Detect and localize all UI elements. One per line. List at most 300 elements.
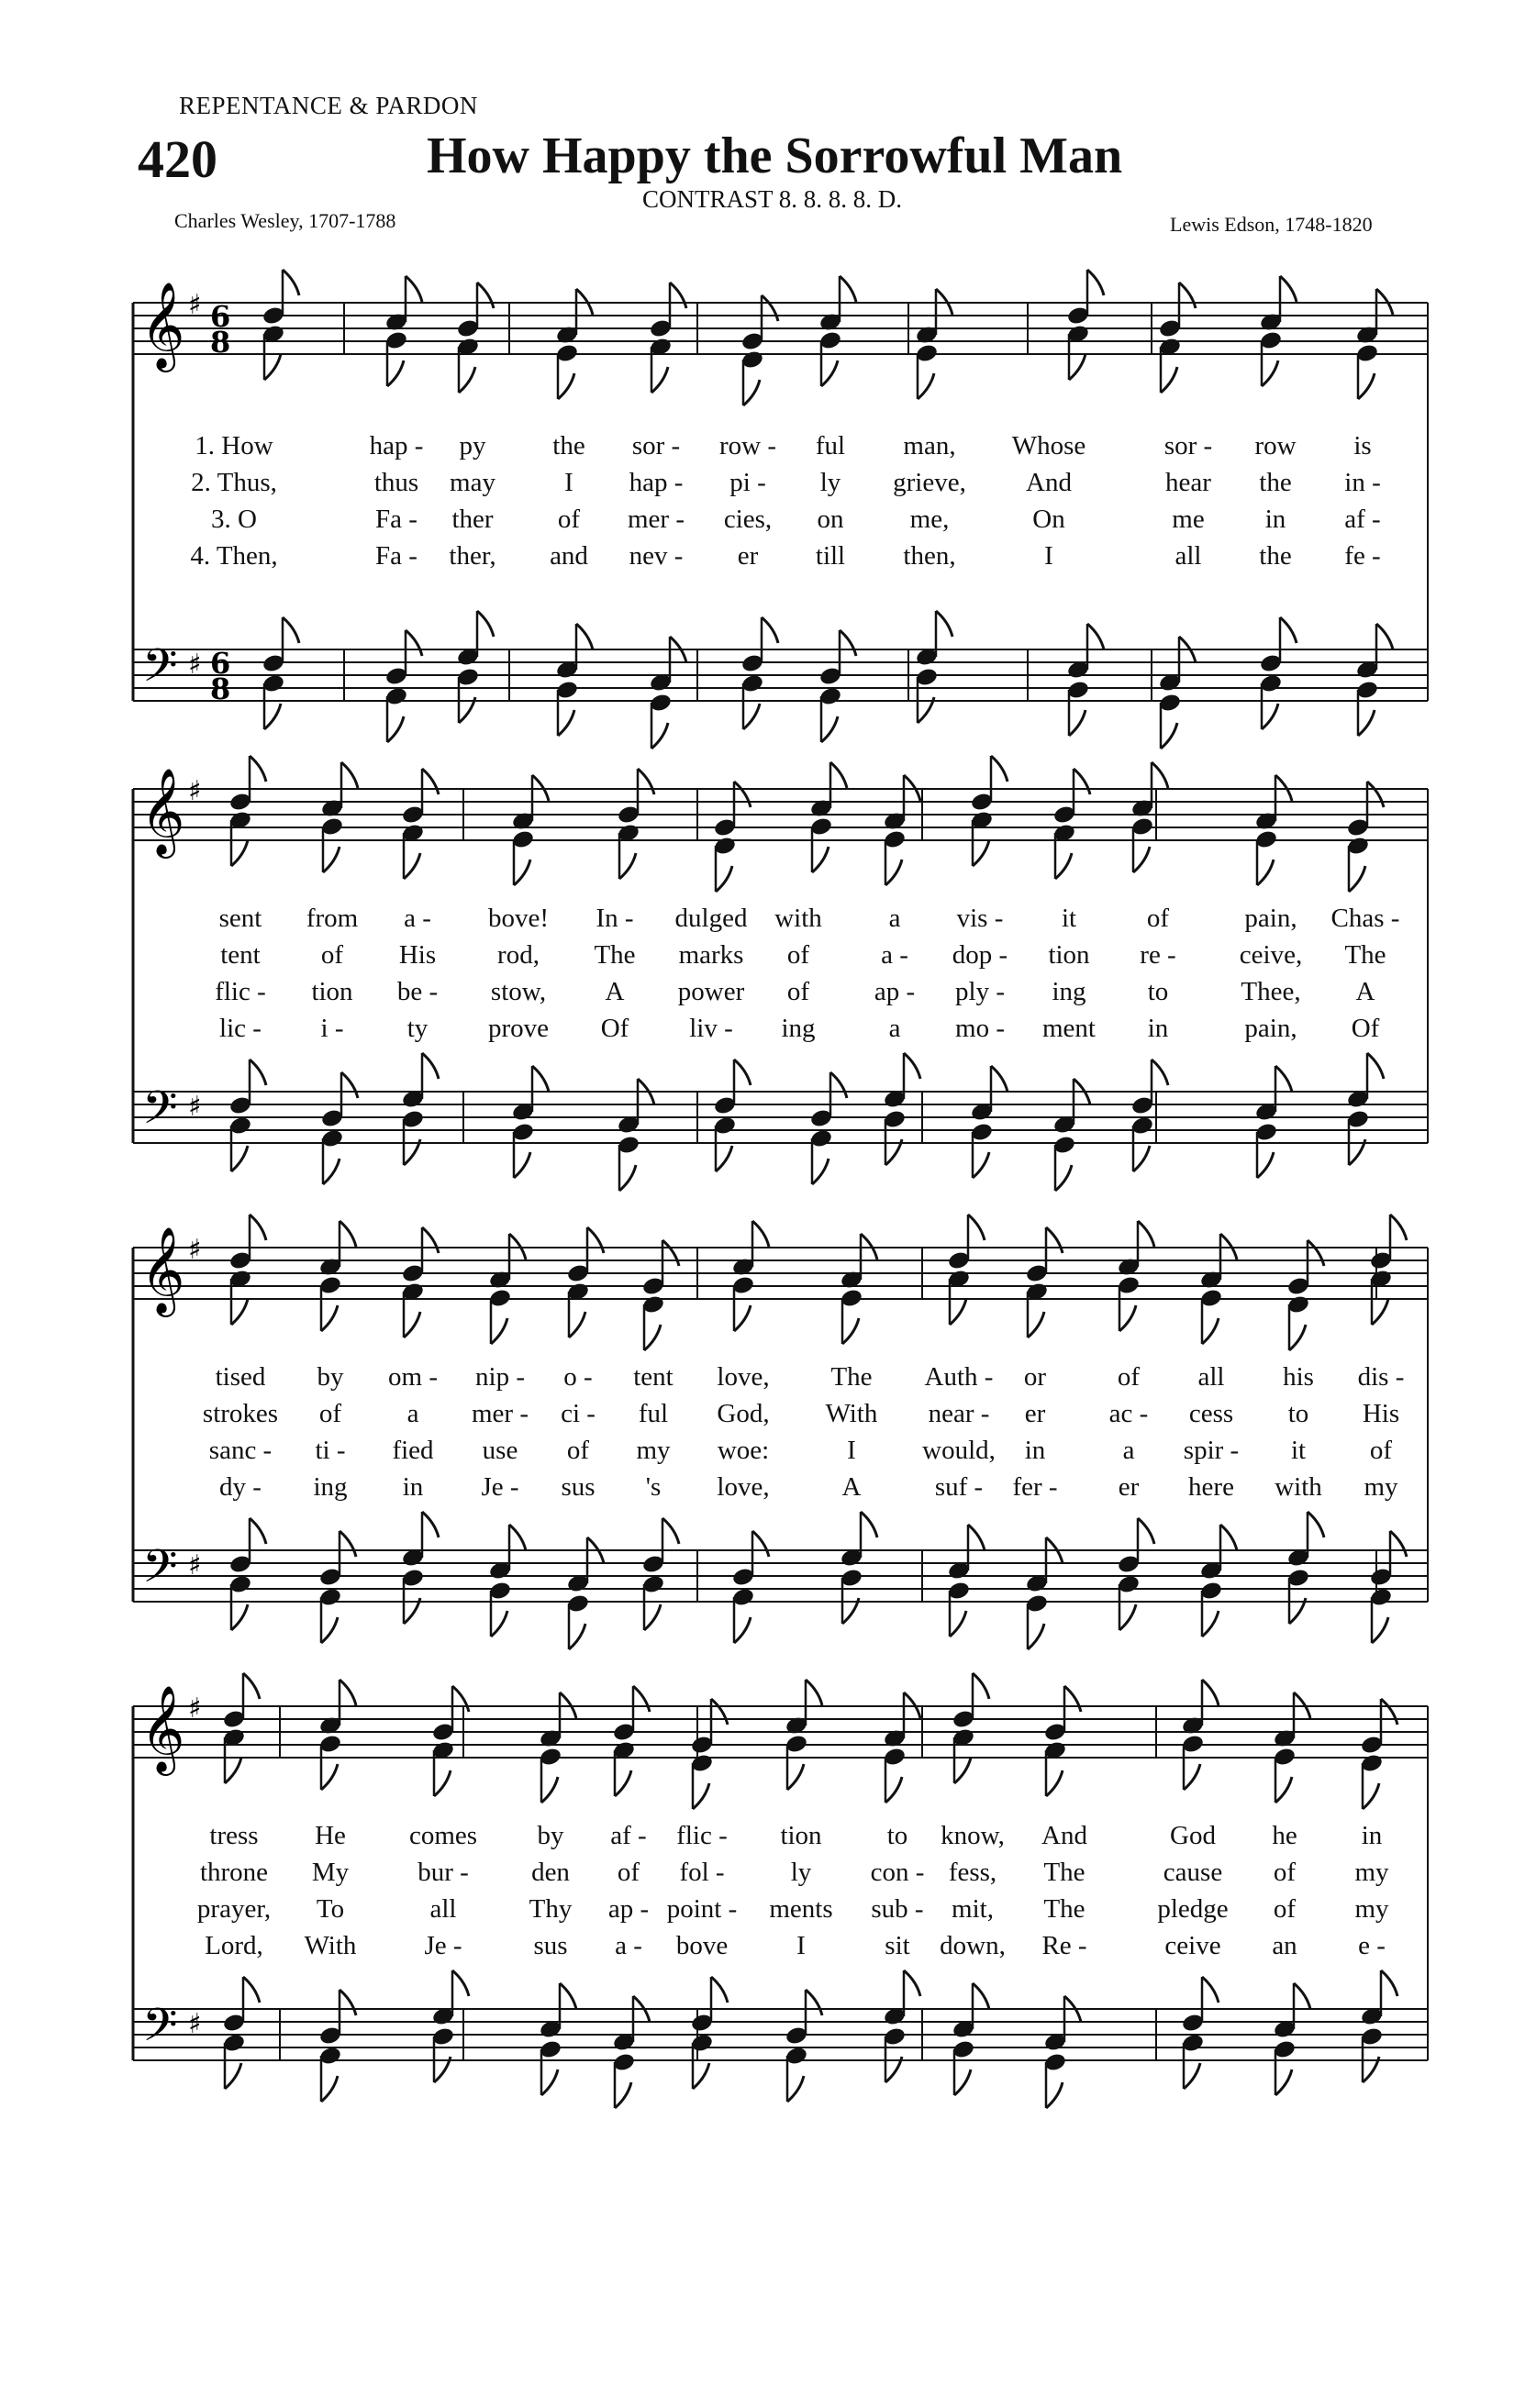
- lyric-syllable: spir -: [1183, 1436, 1240, 1465]
- lyric-syllable: ing: [313, 1472, 348, 1502]
- lyric-syllable: His: [1362, 1399, 1400, 1428]
- soprano-note-flag: [840, 276, 856, 302]
- alto-note-flag: [434, 1770, 451, 1796]
- lyric-syllable: tent: [220, 940, 261, 970]
- tenor-note-flag: [250, 1518, 266, 1544]
- lyric-syllable: bur -: [417, 1858, 469, 1887]
- alto-note-flag: [569, 1312, 585, 1337]
- bass-note-flag: [1046, 2082, 1063, 2108]
- bass-note-flag: [387, 716, 404, 742]
- lyric-syllable: My: [311, 1858, 350, 1887]
- tenor-note-flag: [509, 1525, 526, 1550]
- alto-note-flag: [1055, 853, 1072, 879]
- soprano-note-flag: [1202, 1680, 1219, 1705]
- lyric-syllable: 4. Then,: [190, 541, 278, 571]
- lyric-syllable: be -: [396, 977, 439, 1006]
- lyric-syllable: flic -: [215, 977, 266, 1006]
- soprano-note-flag: [973, 1673, 989, 1699]
- section-heading: REPENTANCE & PARDON: [179, 92, 478, 119]
- lyric-syllable: to: [1287, 1399, 1309, 1428]
- treble-clef-icon: 𝄞: [140, 282, 185, 369]
- bass-note-flag: [569, 1624, 585, 1649]
- lyric-syllable: re -: [1140, 940, 1176, 970]
- lyric-syllable: om -: [388, 1362, 438, 1392]
- lyric-syllable: in: [1024, 1436, 1046, 1465]
- lyric-syllable: ap -: [874, 977, 916, 1006]
- bass-clef-icon: 𝄢: [142, 1540, 178, 1604]
- lyric-syllable: he: [1272, 1821, 1297, 1850]
- lyric-syllable: ly: [819, 468, 841, 497]
- alto-note-flag: [842, 1318, 859, 1344]
- alto-note-flag: [1349, 866, 1365, 892]
- lyric-syllable: lic -: [219, 1014, 262, 1043]
- tenor-note-flag: [243, 1977, 260, 2003]
- lyric-syllable: a -: [615, 1931, 642, 1960]
- tenor-note-flag: [341, 1072, 358, 1098]
- alto-note-flag: [950, 1299, 966, 1325]
- lyric-syllable: hear: [1165, 468, 1211, 497]
- bass-note-flag: [651, 723, 668, 749]
- soprano-note-flag: [711, 1699, 728, 1725]
- lyric-syllable: me: [1172, 505, 1205, 534]
- lyric-syllable: know,: [941, 1821, 1005, 1850]
- soprano-note-flag: [1152, 762, 1168, 788]
- lyric-syllable: to: [886, 1821, 908, 1850]
- tenor-note-flag: [991, 1066, 1007, 1092]
- tenor-note-flag: [840, 630, 856, 656]
- lyric-syllable: liv -: [689, 1014, 733, 1043]
- lyric-syllable: ti -: [315, 1436, 346, 1465]
- tenor-note-flag: [1376, 624, 1393, 649]
- lyric-syllable: in -: [1344, 468, 1381, 497]
- lyric-syllable: then,: [903, 541, 956, 571]
- lyric-syllable: pain,: [1244, 1014, 1297, 1043]
- lyric-syllable: an: [1272, 1931, 1297, 1960]
- lyric-syllable: And: [1026, 468, 1072, 497]
- lyric-syllable: hap -: [629, 468, 684, 497]
- lyric-syllable: by: [537, 1821, 564, 1850]
- alto-note-flag: [716, 866, 732, 892]
- bass-note-flag: [1275, 2070, 1292, 2095]
- lyric-syllable: ap -: [607, 1894, 650, 1924]
- alto-note-flag: [321, 1305, 338, 1331]
- bass-note-flag: [644, 1604, 661, 1630]
- soprano-note-flag: [1046, 1227, 1063, 1253]
- tenor-note-flag: [422, 1512, 439, 1537]
- soprano-note-flag: [587, 1227, 604, 1253]
- bass-note-flag: [1358, 710, 1375, 736]
- lyric-syllable: tion: [1048, 940, 1090, 970]
- alto-note-flag: [387, 361, 404, 386]
- tenor-note-flag: [662, 1518, 679, 1544]
- lyric-syllable: a: [888, 904, 901, 933]
- lyric-syllable: fe -: [1344, 541, 1381, 571]
- lyric-syllable: love,: [717, 1362, 770, 1392]
- lyric-syllable: And: [1041, 1821, 1087, 1850]
- lyric-syllable: in: [1361, 1821, 1383, 1850]
- alto-note-flag: [1119, 1305, 1136, 1331]
- alto-note-flag: [885, 1777, 902, 1803]
- alto-note-flag: [1028, 1312, 1044, 1337]
- lyric-syllable: flic -: [676, 1821, 728, 1850]
- key-sharp-icon: ♯: [188, 649, 202, 681]
- lyric-syllable: Thee,: [1241, 977, 1301, 1006]
- lyric-syllable: 's: [645, 1472, 662, 1502]
- bass-note-flag: [1202, 1611, 1219, 1637]
- lyric-syllable: sanc -: [208, 1436, 273, 1465]
- text-author: Charles Wesley, 1707-1788: [174, 209, 396, 232]
- alto-note-flag: [1069, 354, 1085, 380]
- lyric-syllable: ply -: [955, 977, 1005, 1006]
- tenor-note-flag: [1280, 617, 1297, 643]
- lyric-syllable: power: [677, 977, 745, 1006]
- lyric-syllable: ceive: [1164, 1931, 1221, 1960]
- tenor-note-flag: [752, 1531, 769, 1557]
- soprano-note-flag: [670, 283, 686, 308]
- lyric-syllable: of: [1146, 904, 1170, 933]
- lyric-syllable: 2. Thus,: [191, 468, 277, 497]
- soprano-note-flag: [752, 1221, 769, 1247]
- tenor-note-flag: [1220, 1525, 1237, 1550]
- lyric-syllable: all: [1197, 1362, 1225, 1392]
- lyric-syllable: or: [1023, 1362, 1047, 1392]
- alto-note-flag: [1161, 367, 1177, 393]
- soprano-note-flag: [734, 782, 751, 807]
- soprano-note-flag: [250, 756, 266, 782]
- lyric-syllable: prayer,: [196, 1894, 272, 1924]
- lyric-syllable: my: [1364, 1472, 1398, 1502]
- alto-note-flag: [321, 1764, 338, 1790]
- lyric-syllable: nev -: [629, 541, 684, 571]
- tenor-note-flag: [576, 624, 593, 649]
- key-sharp-icon: ♯: [188, 1091, 202, 1123]
- lyric-syllable: pledge: [1157, 1894, 1229, 1924]
- lyric-syllable: of: [786, 940, 810, 970]
- lyric-syllable: o -: [563, 1362, 593, 1392]
- lyric-syllable: A: [605, 977, 625, 1006]
- lyric-syllable: Fa -: [375, 505, 417, 534]
- lyric-syllable: mer -: [472, 1399, 529, 1428]
- alto-note-flag: [619, 853, 636, 879]
- alto-note-flag: [1363, 1783, 1379, 1809]
- lyric-syllable: sor -: [631, 431, 681, 461]
- time-signature: 6: [210, 646, 231, 681]
- lyric-syllable: of: [1369, 1436, 1393, 1465]
- bass-note-flag: [1161, 723, 1177, 749]
- time-signature: 6: [210, 299, 231, 334]
- lyric-syllable: The: [1043, 1894, 1085, 1924]
- lyric-syllable: it: [1290, 1436, 1307, 1465]
- lyric-syllable: Re -: [1041, 1931, 1087, 1960]
- lyric-syllable: may: [450, 468, 495, 497]
- alto-note-flag: [1184, 1764, 1200, 1790]
- alto-note-flag: [231, 840, 248, 866]
- bass-clef-icon: 𝄢: [142, 1082, 178, 1146]
- lyric-syllable: Of: [600, 1014, 629, 1043]
- soprano-note-flag: [633, 1686, 650, 1712]
- alto-note-flag: [954, 1758, 971, 1783]
- lyric-syllable: I: [796, 1931, 806, 1960]
- alto-note-flag: [1202, 1318, 1219, 1344]
- alto-note-flag: [459, 367, 475, 393]
- lyric-syllable: row: [1254, 431, 1297, 461]
- lyric-syllable: a -: [881, 940, 908, 970]
- lyric-syllable: in: [402, 1472, 424, 1502]
- soprano-note-flag: [243, 1673, 260, 1699]
- soprano-note-flag: [1179, 283, 1196, 308]
- music-composer: Lewis Edson, 1748-1820: [1170, 213, 1373, 236]
- soprano-note-flag: [250, 1215, 266, 1240]
- lyric-syllable: dis -: [1357, 1362, 1405, 1392]
- alto-note-flag: [743, 380, 760, 405]
- tenor-note-flag: [830, 1072, 847, 1098]
- soprano-note-flag: [340, 1221, 356, 1247]
- lyric-syllable: my: [1354, 1894, 1389, 1924]
- bass-note-flag: [514, 1152, 530, 1178]
- soprano-note-flag: [406, 276, 422, 302]
- lyric-syllable: He: [315, 1821, 346, 1850]
- lyric-syllable: sus: [533, 1931, 568, 1960]
- lyric-syllable: in: [1147, 1014, 1169, 1043]
- lyric-syllable: tised: [215, 1362, 266, 1392]
- lyric-syllable: py: [459, 431, 486, 461]
- lyric-syllable: I: [564, 468, 573, 497]
- lyric-syllable: woe:: [717, 1436, 770, 1465]
- alto-note-flag: [615, 1770, 631, 1796]
- alto-note-flag: [1275, 1777, 1292, 1803]
- tenor-note-flag: [968, 1525, 985, 1550]
- bass-note-flag: [734, 1617, 751, 1643]
- alto-note-flag: [644, 1325, 661, 1350]
- alto-note-flag: [264, 354, 281, 380]
- lyric-syllable: To: [316, 1894, 345, 1924]
- bass-note-flag: [491, 1611, 507, 1637]
- lyric-syllable: sent: [218, 904, 262, 933]
- lyric-syllable: vis -: [956, 904, 1004, 933]
- lyric-syllable: sit: [885, 1931, 910, 1960]
- lyric-syllable: on: [817, 505, 844, 534]
- bass-note-flag: [619, 1165, 636, 1191]
- lyric-syllable: His: [398, 940, 437, 970]
- lyric-syllable: The: [830, 1362, 873, 1392]
- bass-clef-icon: 𝄢: [142, 639, 178, 704]
- lyric-syllable: ty: [406, 1014, 429, 1043]
- lyric-syllable: marks: [678, 940, 744, 970]
- tenor-note-flag: [1390, 1531, 1407, 1557]
- lyric-syllable: er: [1024, 1399, 1046, 1428]
- lyric-syllable: The: [1043, 1858, 1085, 1887]
- bass-note-flag: [1028, 1624, 1044, 1649]
- lyric-syllable: With: [304, 1931, 357, 1960]
- lyric-syllable: Thy: [529, 1894, 573, 1924]
- lyric-syllable: ful: [638, 1399, 669, 1428]
- bass-note-flag: [225, 2063, 241, 2089]
- lyric-syllable: tress: [209, 1821, 259, 1850]
- bass-note-flag: [1257, 1152, 1274, 1178]
- lyric-syllable: in: [1264, 505, 1286, 534]
- lyric-syllable: 3. O: [211, 505, 257, 534]
- soprano-note-flag: [806, 1680, 822, 1705]
- lyric-syllable: of: [557, 505, 581, 534]
- bass-note-flag: [1069, 710, 1085, 736]
- lyric-syllable: of: [617, 1858, 640, 1887]
- lyric-syllable: Whose: [1011, 431, 1086, 461]
- lyric-syllable: fied: [392, 1436, 434, 1465]
- lyric-syllable: 1. How: [195, 431, 273, 461]
- lyric-syllable: a: [406, 1399, 419, 1428]
- bass-note-flag: [321, 2076, 338, 2102]
- alto-note-flag: [225, 1758, 241, 1783]
- lyric-syllable: down,: [940, 1931, 1006, 1960]
- alto-note-flag: [1257, 860, 1274, 885]
- lyric-syllable: point -: [666, 1894, 738, 1924]
- soprano-note-flag: [1308, 1240, 1324, 1266]
- alto-note-flag: [651, 367, 668, 393]
- bass-note-flag: [954, 2070, 971, 2095]
- tenor-note-flag: [452, 1970, 469, 1996]
- lyric-syllable: er: [1118, 1472, 1140, 1502]
- lyric-syllable: love,: [717, 1472, 770, 1502]
- alto-note-flag: [787, 1764, 804, 1790]
- lyric-syllable: I: [1044, 541, 1053, 571]
- lyric-syllable: tent: [633, 1362, 674, 1392]
- lyric-syllable: mo -: [955, 1014, 1005, 1043]
- soprano-note-flag: [1390, 1215, 1407, 1240]
- lyric-syllable: With: [825, 1399, 878, 1428]
- lyric-syllable: A: [1355, 977, 1375, 1006]
- lyric-syllable: strokes: [202, 1399, 279, 1428]
- lyric-syllable: pain,: [1244, 904, 1297, 933]
- tenor-note-flag: [734, 1060, 751, 1085]
- lyric-syllable: ceive,: [1239, 940, 1303, 970]
- lyric-syllable: dulged: [674, 904, 748, 933]
- alto-note-flag: [404, 853, 420, 879]
- bass-note-flag: [1184, 2063, 1200, 2089]
- lyric-syllable: cause: [1163, 1858, 1223, 1887]
- lyric-syllable: grieve,: [893, 468, 966, 497]
- lyric-syllable: stow,: [490, 977, 547, 1006]
- soprano-note-flag: [1074, 769, 1090, 794]
- lyric-syllable: is: [1353, 431, 1372, 461]
- lyric-syllable: The: [594, 940, 636, 970]
- bass-note-flag: [1133, 1146, 1150, 1171]
- soprano-note-flag: [452, 1686, 469, 1712]
- bass-note-flag: [787, 2076, 804, 2102]
- alto-note-flag: [558, 373, 574, 399]
- bass-note-flag: [821, 716, 838, 742]
- tenor-note-flag: [532, 1066, 549, 1092]
- soprano-note-flag: [477, 283, 494, 308]
- tenor-note-flag: [861, 1512, 877, 1537]
- soprano-note-flag: [422, 769, 439, 794]
- lyric-syllable: ments: [769, 1894, 833, 1924]
- soprano-note-flag: [1087, 270, 1104, 295]
- lyric-syllable: the: [552, 431, 585, 461]
- key-sharp-icon: ♯: [188, 1549, 202, 1581]
- alto-note-flag: [1133, 847, 1150, 872]
- soprano-note-flag: [662, 1240, 679, 1266]
- lyric-syllable: cess: [1188, 1399, 1234, 1428]
- lyric-syllable: row -: [718, 431, 777, 461]
- lyric-syllable: the: [1259, 468, 1292, 497]
- hymn-title: How Happy the Sorrowful Man: [427, 128, 1123, 184]
- lyric-syllable: my: [1354, 1858, 1389, 1887]
- lyric-syllable: sub -: [871, 1894, 924, 1924]
- soprano-note-flag: [1367, 782, 1384, 807]
- lyric-syllable: dop -: [952, 940, 1008, 970]
- alto-note-flag: [973, 840, 989, 866]
- alto-note-flag: [1358, 373, 1375, 399]
- lyric-syllable: with: [774, 904, 822, 933]
- lyric-syllable: Lord,: [205, 1931, 263, 1960]
- lyric-syllable: a: [1122, 1436, 1135, 1465]
- tune-name-meter: CONTRAST 8. 8. 8. 8. D.: [642, 185, 903, 213]
- lyric-syllable: use: [482, 1436, 518, 1465]
- lyric-syllable: all: [429, 1894, 457, 1924]
- tenor-note-flag: [250, 1060, 266, 1085]
- lyric-syllable: ac -: [1108, 1399, 1149, 1428]
- lyric-syllable: i -: [320, 1014, 344, 1043]
- lyric-syllable: ther,: [449, 541, 496, 571]
- lyric-syllable: Je -: [481, 1472, 519, 1502]
- lyric-syllable: a: [888, 1014, 901, 1043]
- soprano-note-flag: [1138, 1221, 1154, 1247]
- lyric-syllable: Fa -: [375, 541, 417, 571]
- tenor-note-flag: [762, 617, 778, 643]
- bass-note-flag: [716, 1146, 732, 1171]
- lyric-syllable: Chas -: [1330, 904, 1400, 933]
- alto-note-flag: [514, 860, 530, 885]
- bass-note-flag: [812, 1159, 829, 1184]
- tenor-note-flag: [1275, 1066, 1292, 1092]
- alto-note-flag: [231, 1299, 248, 1325]
- lyric-syllable: God,: [717, 1399, 770, 1428]
- tenor-note-flag: [422, 1053, 439, 1079]
- lyric-syllable: of: [320, 940, 344, 970]
- lyric-syllable: ci -: [561, 1399, 596, 1428]
- lyric-syllable: dy -: [219, 1472, 262, 1502]
- soprano-note-flag: [991, 756, 1007, 782]
- tenor-note-flag: [1087, 624, 1104, 649]
- lyric-syllable: all: [1174, 541, 1202, 571]
- lyric-syllable: my: [636, 1436, 671, 1465]
- lyric-syllable: of: [318, 1399, 342, 1428]
- bass-note-flag: [973, 1152, 989, 1178]
- tenor-note-flag: [560, 1983, 576, 2009]
- lyric-syllable: ly: [790, 1858, 812, 1887]
- lyric-syllable: comes: [408, 1821, 478, 1850]
- lyric-syllable: it: [1061, 904, 1077, 933]
- alto-note-flag: [541, 1777, 558, 1803]
- alto-note-flag: [1046, 1770, 1063, 1796]
- soprano-note-flag: [1064, 1686, 1081, 1712]
- bass-note-flag: [541, 2070, 558, 2095]
- lyric-syllable: cies,: [723, 505, 773, 534]
- bass-note-flag: [264, 704, 281, 729]
- alto-note-flag: [323, 847, 340, 872]
- soprano-note-flag: [762, 295, 778, 321]
- lyric-syllable: thus: [373, 468, 419, 497]
- bass-note-flag: [321, 1617, 338, 1643]
- lyric-syllable: The: [1344, 940, 1386, 970]
- lyric-syllable: till: [815, 541, 846, 571]
- lyric-syllable: nip -: [475, 1362, 525, 1392]
- bass-note-flag: [693, 2063, 709, 2089]
- bass-note-flag: [231, 1146, 248, 1171]
- bass-note-flag: [950, 1611, 966, 1637]
- lyric-syllable: to: [1147, 977, 1169, 1006]
- lyric-syllable: con -: [870, 1858, 925, 1887]
